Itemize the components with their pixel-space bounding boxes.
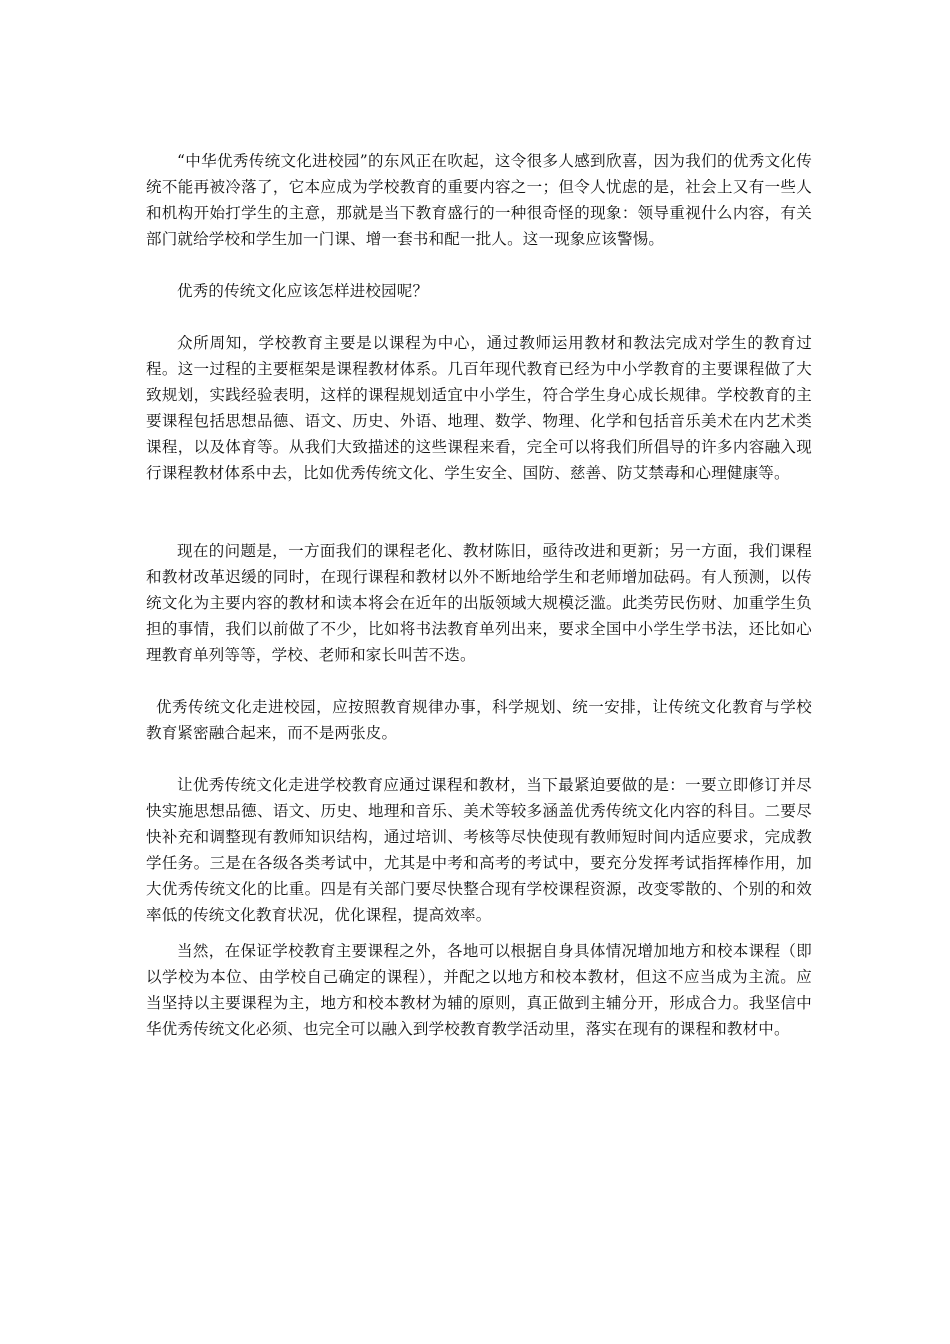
- paragraph-conclusion: 当然，在保证学校教育主要课程之外，各地可以根据自身具体情况增加地方和校本课程（即以学校为本位、由学校自己确定的课程），并配之以地方和校本教材，但这不应当成为主流。应当坚持以主要课程为主，地方和校本教材为辅的原则，真正做到主辅分开，形成合力。我坚信中华优秀传统文化必须、也完全可以融入到学校教育教学活动里，落实在现有的课程和教材中。: [146, 942, 812, 1038]
- paragraph-question: 优秀的传统文化应该怎样进校园呢？: [177, 282, 429, 300]
- paragraph-principle: 优秀传统文化走进校园，应按照教育规律办事，科学规划、统一安排，让传统文化教育与学校教育紧密融合起来，而不是两张皮。: [146, 698, 812, 742]
- paragraph-intro: “中华优秀传统文化进校园”的东风正在吹起，这令很多人感到欣喜，因为我们的优秀文化传统不能再被冷落了，它本应成为学校教育的重要内容之一；但令人忧虑的是，社会上又有一些人和机构开始打学生的主意，那就是当下教育盛行的一种很奇怪的现象：领导重视什么内容，有关部门就给学校和学生加一门课、增一套书和配一批人。这一现象应该警惕。: [146, 152, 812, 248]
- paragraph-measures: 让优秀传统文化走进学校教育应通过课程和教材，当下最紧迫要做的是：一要立即修订并尽快实施思想品德、语文、历史、地理和音乐、美术等较多涵盖优秀传统文化内容的科目。二要尽快补充和调整现有教师知识结构，通过培训、考核等尽快使现有教师短时间内适应要求，完成教学任务。三是在各级各类考试中，尤其是中考和高考的考试中，要充分发挥考试指挥棒作用，加大优秀传统文化的比重。四是有关部门要尽快整合现有学校课程资源，改变零散的、个别的和效率低的传统文化教育状况，优化课程，提高效率。: [146, 776, 812, 924]
- paragraph-curriculum: 众所周知，学校教育主要是以课程为中心，通过教师运用教材和教法完成对学生的教育过程。这一过程的主要框架是课程教材体系。几百年现代教育已经为中小学教育的主要课程做了大致规划，实践经验表明，这样的课程规划适宜中小学生，符合学生身心成长规律。学校教育的主要课程包括思想品德、语文、历史、外语、地理、数学、物理、化学和包括音乐美术在内艺术类课程，以及体育等。从我们大致描述的这些课程来看，完全可以将我们所倡导的许多内容融入现行课程教材体系中去，比如优秀传统文化、学生安全、国防、慈善、防艾禁毒和心理健康等。: [146, 334, 812, 482]
- paragraph-problem: 现在的问题是，一方面我们的课程老化、教材陈旧，亟待改进和更新；另一方面，我们课程和教材改革迟缓的同时，在现行课程和教材以外不断地给学生和老师增加砝码。有人预测，以传统文化为主要内容的教材和读本将会在近年的出版领域大规模泛滥。此类劳民伤财、加重学生负担的事情，我们以前做了不少，比如将书法教育单列出来，要求全国中小学生学书法，还比如心理教育单列等等，学校、老师和家长叫苦不迭。: [146, 542, 812, 664]
